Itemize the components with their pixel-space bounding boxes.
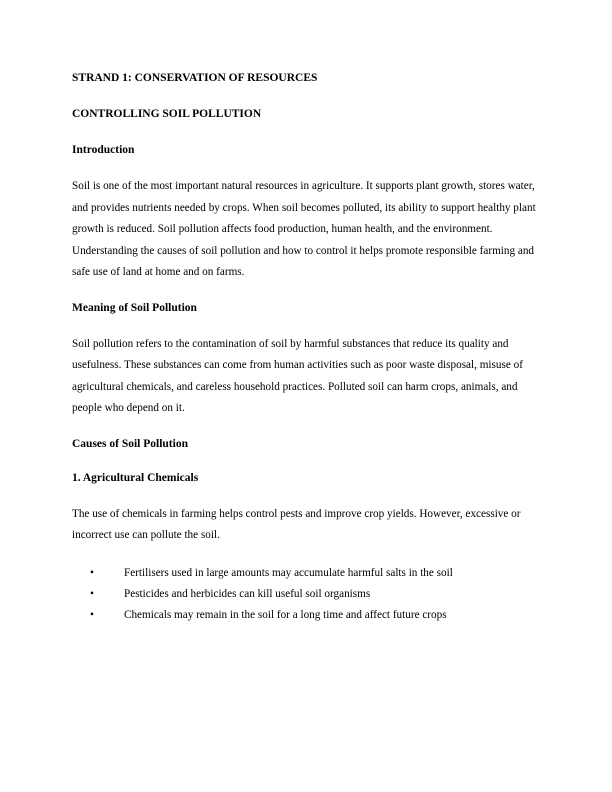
document-body [72, 70, 544, 626]
list-item [90, 584, 544, 605]
agricultural-chemicals-list [72, 563, 544, 626]
list-item-text: Fertilisers used in large amounts may accumulate harmful salts in the soil [124, 566, 453, 579]
agricultural-chemicals-heading: 1. Agricultural Chemicals [72, 471, 199, 484]
meaning-paragraph: Soil pollution refers to the contamination of soil by harmful substances that reduce its quality and usefulness. These substances can come from human activities such as poor waste disposal, misuse of agricultural chemicals, and careless household practices. Polluted soil can harm crops, animals, and people who depend on it. [72, 337, 523, 414]
agricultural-chemicals-paragraph: The use of chemicals in farming helps control pests and improve crop yields. However, excessive or incorrect use can pollute the soil. [72, 507, 521, 541]
list-item-text: Chemicals may remain in the soil for a long time and affect future crops [124, 608, 447, 621]
list-item [90, 563, 544, 584]
introduction-heading: Introduction [72, 144, 135, 156]
list-item-text: Pesticides and herbicides can kill useful soil organisms [124, 587, 371, 600]
bullet-icon: • [90, 587, 94, 600]
list-item [90, 605, 544, 626]
meaning-heading: Meaning of Soil Pollution [72, 301, 197, 314]
causes-heading: Causes of Soil Pollution [72, 437, 188, 450]
introduction-paragraph: Soil is one of the most important natural resources in agriculture. It supports plant growth, stores water, and provides nutrients needed by crops. When soil becomes polluted, its ability to support healthy plant growth is reduced. Soil pollution affects food production, human health, and the environment. Understanding the causes of soil pollution and how to control it helps promote responsible farming and safe use of land at home and on farms. [72, 180, 536, 278]
topic-title: CONTROLLING SOIL POLLUTION [72, 108, 262, 120]
strand-title: STRAND 1: CONSERVATION OF RESOURCES [72, 72, 318, 84]
bullet-icon: • [90, 566, 94, 579]
bullet-icon: • [90, 608, 94, 621]
